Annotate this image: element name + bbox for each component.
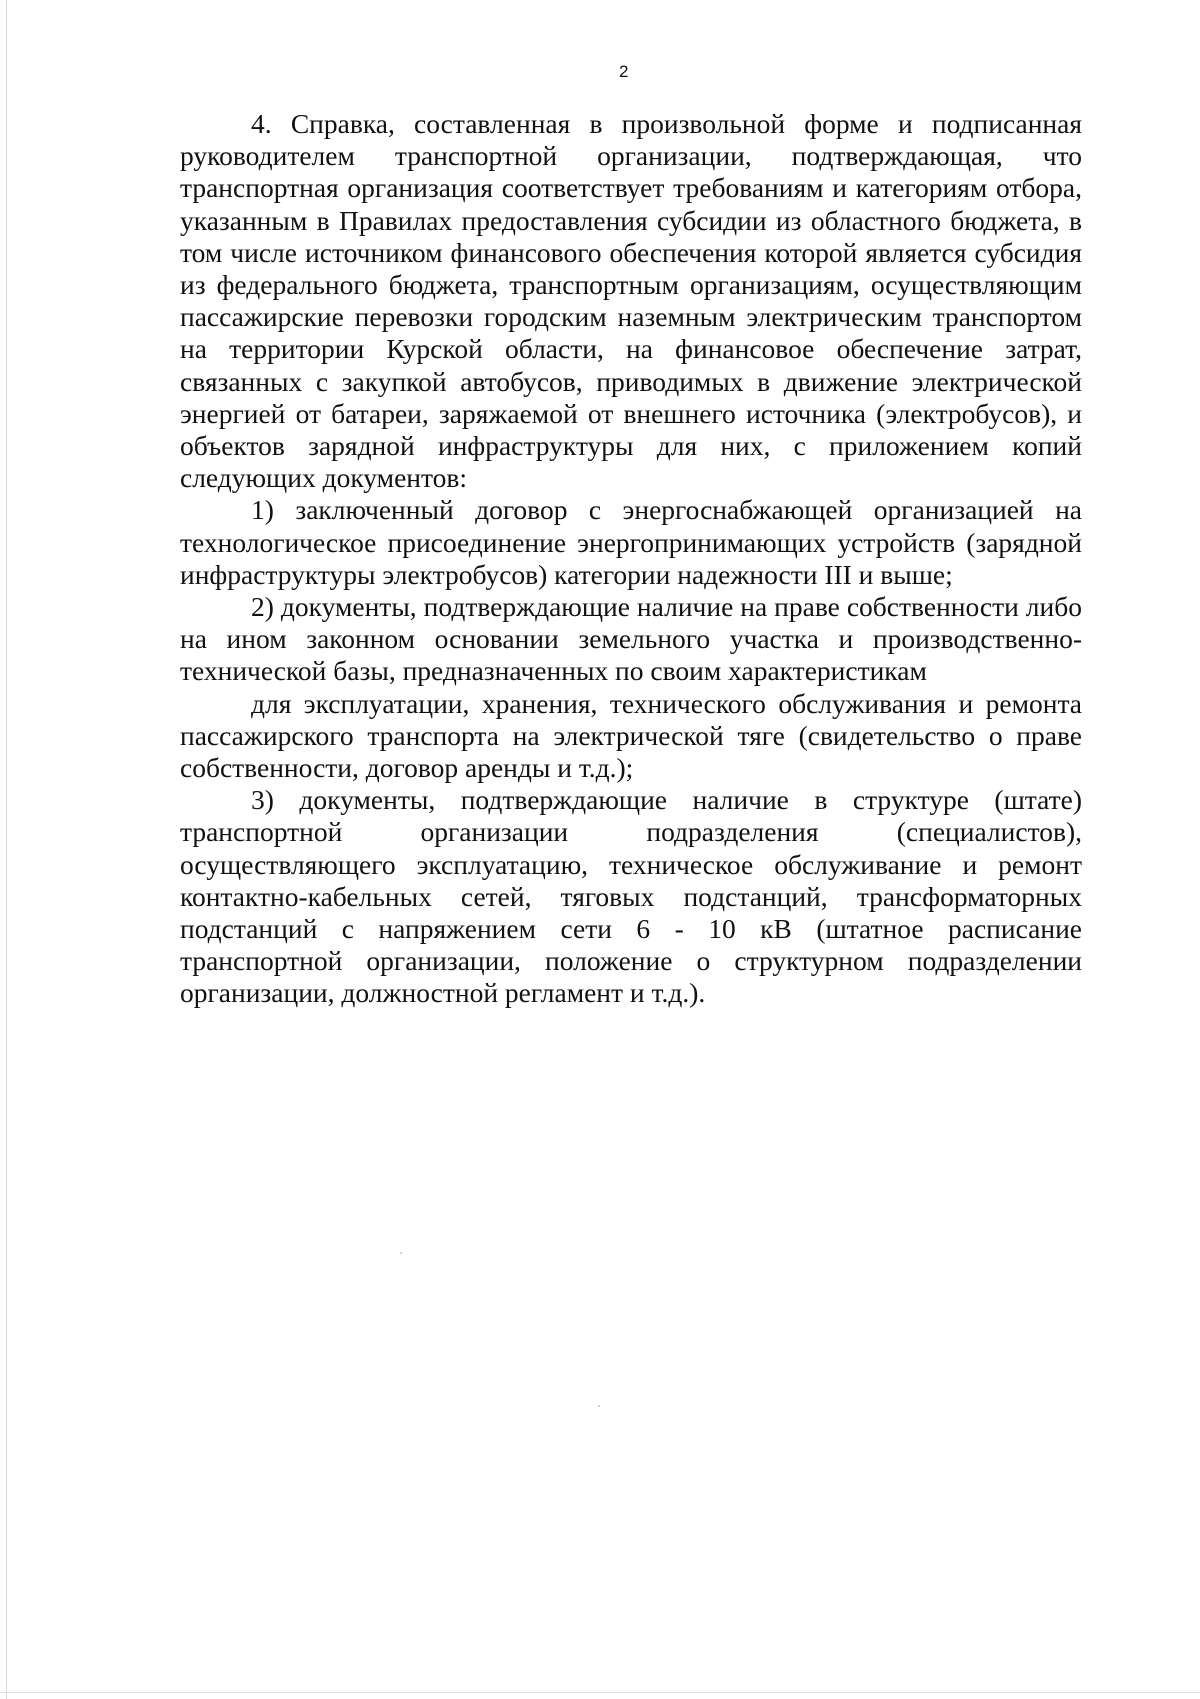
document-body [180,108,1082,1010]
paragraph-item-1: 1) заключенный договор с энергоснабжающей организацией на технологическое присоединение энергопринимающих устройств (зарядной инфраструктуры электробусов) категории надежности III и выше; [180,494,1082,590]
paragraph-item-3: 3) документы, подтверждающие наличие в структуре (штате) транспортной организации подразделения (специалистов), осуществляющего эксплуатацию, техническое обслуживание и ремонт контактно-кабельных сетей, тяговых подстанций, трансформаторных подстанций с напряжением сети 6 - 10 кВ (штатное расписание транспортной организации, положение о структурном подразделении организации, должностной регламент и т.д.). [180,784,1082,1009]
paragraph-item-2-continued: для эксплуатации, хранения, технического обслуживания и ремонта пассажирского транспорта на электрической тяге (свидетельство о праве собственности, договор аренды и т.д.); [180,687,1082,784]
page-number: 2 [619,62,629,81]
scan-speck [598,1405,600,1407]
scan-edge-bottom [0,1692,1200,1693]
paragraph-certificate: 4. Справка, составленная в произвольной форме и подписанная руководителем транспортной организации, подтверждающая, что транспортная организация соответствует требованиям и категориям отбора, указанным в Правилах предоставления субсидии из областного бюджета, в том числе источником финансового обеспечения которой является субсидия из федерального бюджета, транспортным организациям, осуществляющим пассажирские перевозки городским наземным электрическим транспортом на территории Курской области, на финансовое обеспечение затрат, связанных с закупкой автобусов, приводимых в движение электрической энергией от батареи, заряжаемой от внешнего источника (электробусов), и объектов зарядной инфраструктуры для них, с приложением копий следующих документов: [180,108,1082,494]
scan-speck [400,1252,402,1254]
scan-edge-left [6,0,7,1699]
paragraph-item-2: 2) документы, подтверждающие наличие на праве собственности либо на ином законном основании земельного участка и производственно-технической базы, предназначенных по своим характеристикам [180,591,1082,687]
